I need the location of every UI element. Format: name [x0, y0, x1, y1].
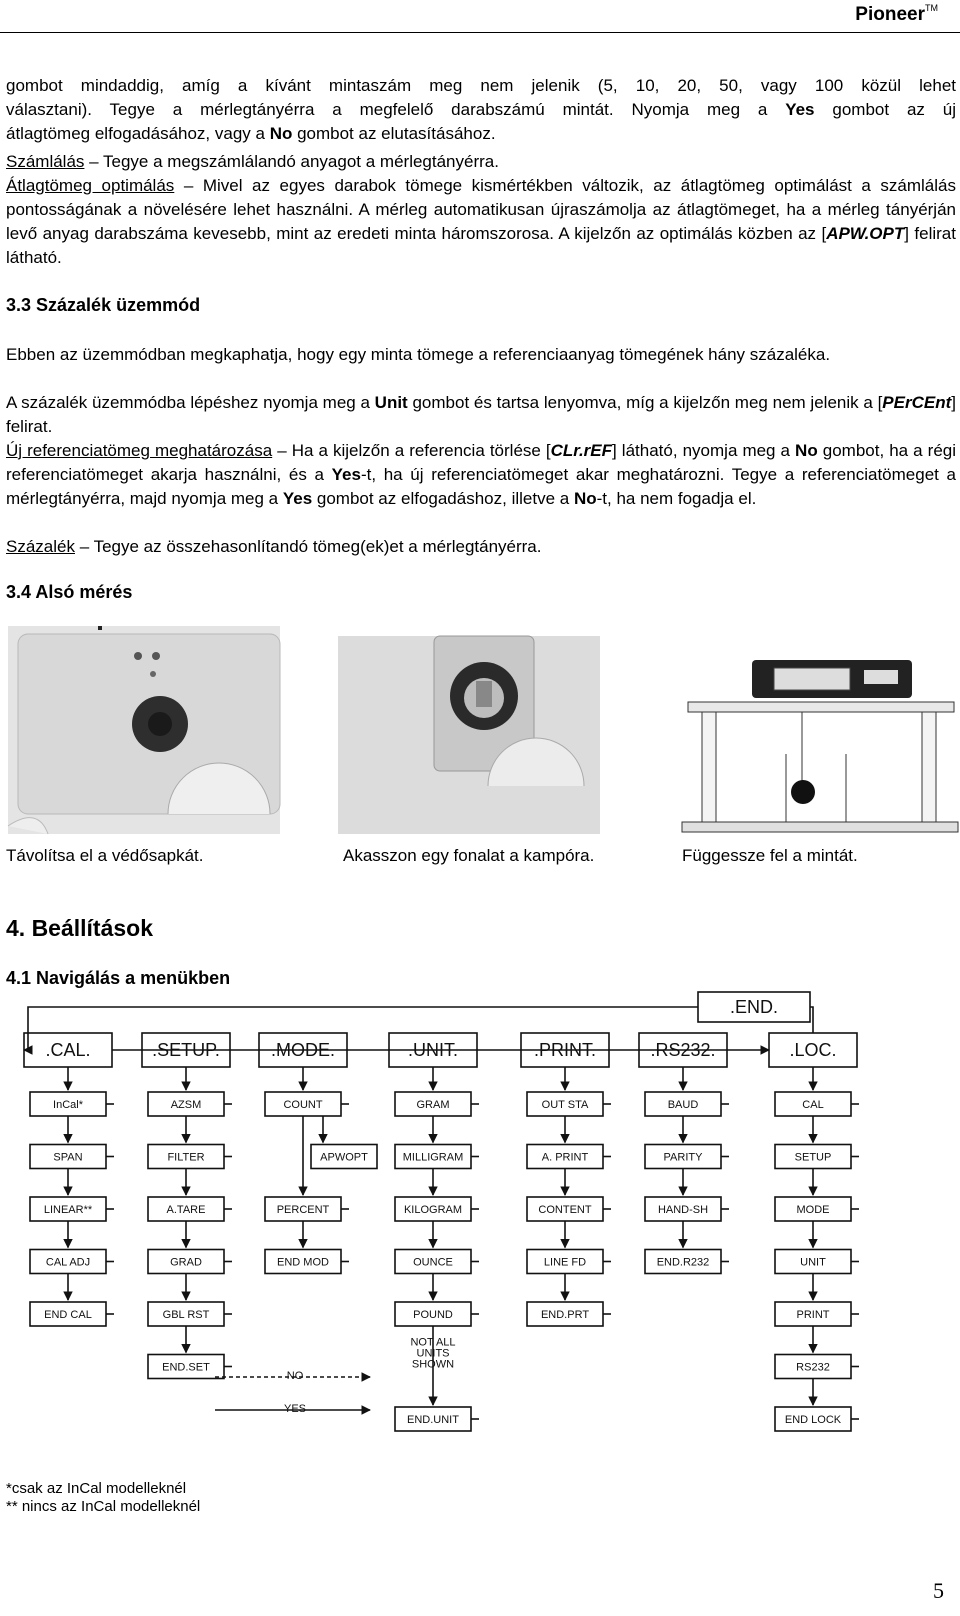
- menu-item-label: PERCENT: [276, 1203, 330, 1216]
- menu-item-label: FILTER: [167, 1151, 205, 1164]
- brand-logo: Pioneer™: [855, 2, 938, 25]
- menu-item-label: A.TARE: [166, 1203, 206, 1216]
- menu-item-label: A. PRINT: [541, 1151, 589, 1164]
- menu-header-label: .RS232.: [650, 1039, 716, 1060]
- section-3-3-title: 3.3 Százalék üzemmód: [6, 295, 201, 315]
- section-3-4-title: 3.4 Alsó mérés: [6, 582, 133, 602]
- menu-item-label: CAL ADJ: [45, 1256, 91, 1269]
- paragraph-counting: Számlálás – Tegye a megszámlálandó anyagot a mérlegtányérra.: [6, 152, 499, 171]
- menu-item-label: OUNCE: [413, 1256, 453, 1269]
- menu-item-label: END.R232: [656, 1256, 710, 1269]
- footnote-incal-only: *csak az InCal modelleknél: [6, 1480, 187, 1497]
- end-loop-line: [24, 1007, 698, 1050]
- menu-item-label: BAUD: [667, 1098, 699, 1111]
- menu-item-label: InCal*: [53, 1098, 83, 1111]
- paragraph-percent-enter: A százalék üzemmódba lépéshez nyomja meg a Unit gombot és tartsa lenyomva, míg a kijelzőn meg nem jelenik a [PErCEnt] felirat.: [6, 393, 956, 436]
- menu-item-label: AZSM: [170, 1098, 202, 1111]
- section-4-1-title: 4.1 Navigálás a menükben: [6, 968, 231, 988]
- menu-header-label: .LOC.: [789, 1039, 837, 1060]
- menu-item-label: OUT STA: [541, 1098, 589, 1111]
- hook-photo: [338, 636, 600, 834]
- menu-header-label: .SETUP.: [152, 1039, 220, 1060]
- menu-item-label: SETUP: [794, 1151, 832, 1164]
- end-label: .END.: [729, 996, 779, 1017]
- menu-item-label: APWOPT: [320, 1151, 368, 1164]
- menu-item-label: END.PRT: [540, 1308, 590, 1321]
- menu-item-label: GBL RST: [162, 1308, 210, 1321]
- caption-remove-cap: Távolítsa el a védősapkát.: [6, 846, 204, 865]
- menu-item-label: END LOCK: [784, 1413, 842, 1426]
- caption-suspend-sample: Függessze fel a mintát.: [682, 846, 858, 865]
- menu-item-label: KILOGRAM: [403, 1203, 463, 1216]
- menu-item-label: END.UNIT: [407, 1413, 459, 1426]
- units-note: SHOWN: [411, 1358, 455, 1371]
- menu-item-label: COUNT: [283, 1098, 323, 1111]
- menu-navigation-diagram: [0, 996, 960, 1470]
- menu-item-label: LINE FD: [543, 1256, 587, 1269]
- legend-yes-label: YES: [283, 1402, 307, 1415]
- section-4-title: 4. Beállítások: [6, 915, 154, 941]
- footnote-not-incal: ** nincs az InCal modelleknél: [6, 1498, 201, 1515]
- menu-item-label: HAND-SH: [657, 1203, 709, 1216]
- caption-hang-thread: Akasszon egy fonalat a kampóra.: [343, 846, 595, 865]
- menu-item-label: SPAN: [53, 1151, 83, 1164]
- menu-item-label: END CAL: [44, 1308, 92, 1321]
- menu-item-label: UNIT: [800, 1256, 826, 1269]
- menu-item-label: MODE: [796, 1203, 830, 1216]
- menu-item-label: LINEAR**: [43, 1203, 93, 1216]
- menu-item-label: POUND: [413, 1308, 453, 1321]
- menu-item-label: GRAD: [170, 1256, 202, 1269]
- units-note: NOT ALL: [410, 1336, 456, 1349]
- paragraph-new-reference: Új referenciatömeg meghatározása – Ha a kijelzőn a referencia törlése [CLr.rEF] látható, nyomja meg a No gombot, ha a régi referenciatömeget akarja használni, és a Yes-t, ha új referenciatömeget akar meghatározni. Tegye a referenciatömeget a mérlegtányérra, majd nyomja meg a Yes gombot az elfogadáshoz, illetve a No-t, ha nem fogadja el.: [6, 441, 957, 508]
- paragraph-percent-intro: Ebben az üzemmódban megkaphatja, hogy egy minta tömege a referenciaanyag tömegének hány százaléka.: [6, 345, 831, 364]
- menu-item-label: RS232: [796, 1361, 830, 1374]
- paragraph-sample-count: gombot mindaddig, amíg a kívánt mintaszám meg nem jelenik (5, 10, 20, 50, vagy 100 közül lehet választani). Tegye a mérlegtányérra a megfelelő darabszámú mintát. Nyomja meg a Yes gombot az új átlagtömeg elfogadásához, vagy a No gombot az elutasításához.: [6, 76, 956, 143]
- menu-item-label: END.SET: [162, 1361, 210, 1374]
- paragraph-apw-optimization: Átlagtömeg optimálás – Mivel az egyes darabok tömege kismértékben változik, az átlagtömeg optimálást a számlálás pontosságának a növelésére lehet használni. A mérleg automatikusan újraszámolja az átlagtömeget, ha a mérleg tányérján levő anyag darabszáma kevesebb, mint az eredeti minta háromszorosa. A kijelzőn az optimálás közben az [APW.OPT] felirat látható.: [6, 176, 956, 267]
- menu-item-label: CAL: [802, 1098, 824, 1111]
- menu-header-label: .MODE.: [270, 1039, 336, 1060]
- paragraph-percent: Százalék – Tegye az összehasonlítandó tömeg(ek)et a mérlegtányérra.: [6, 537, 542, 556]
- menu-header-label: .PRINT.: [533, 1039, 597, 1060]
- menu-item-label: PARITY: [663, 1151, 703, 1164]
- menu-item-label: MILLIGRAM: [402, 1151, 464, 1164]
- units-note: UNITS: [416, 1347, 450, 1360]
- page-number: 5: [933, 1578, 944, 1603]
- menu-item-label: CONTENT: [538, 1203, 592, 1216]
- menu-item-label: PRINT: [796, 1308, 830, 1321]
- legend-no-label: NO: [286, 1369, 304, 1382]
- menu-item-label: END MOD: [277, 1256, 329, 1269]
- menu-header-label: .CAL.: [45, 1039, 91, 1060]
- header-rule: [0, 32, 960, 33]
- menu-header-label: .UNIT.: [407, 1039, 459, 1060]
- menu-item-label: GRAM: [416, 1098, 450, 1111]
- suspended-sample-photo: [682, 636, 958, 834]
- protective-cap-photo: [8, 626, 280, 834]
